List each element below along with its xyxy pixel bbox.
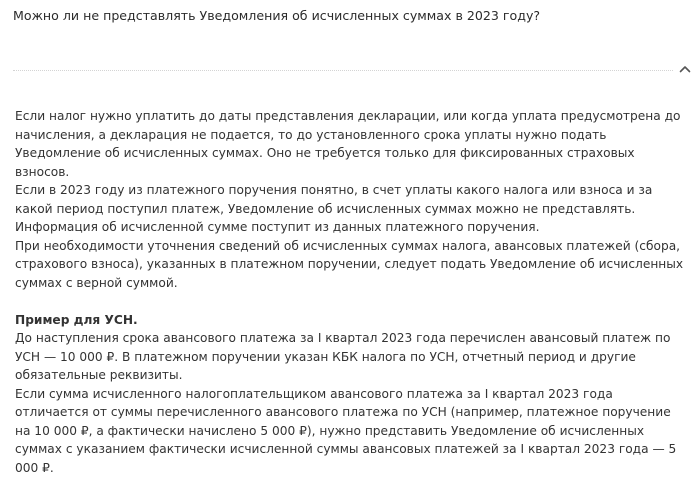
faq-question[interactable]: Можно ли не представлять Уведомления об исчисленных суммах в 2023 году? xyxy=(13,8,540,24)
answer-paragraph: При необходимости уточнения сведений об исчисленных суммах налога, авансовых платежей (сбора, страхового взноса), указанных в платежном поручении, следует подать Уведомление об исчисленных суммах с верной суммой. xyxy=(15,237,685,293)
answer-paragraph: Если в 2023 году из платежного поручения понятно, в счет уплаты какого налога или взноса и за какой период поступил платеж, Уведомление об исчисленных суммах можно не представлять. Информация об исчисленной сумме поступит из данных платежного поручения. xyxy=(15,181,685,237)
chevron-up-icon[interactable] xyxy=(676,60,694,78)
faq-answer xyxy=(15,107,685,477)
example-paragraph: Если сумма исчисленного налогоплательщиком авансового платежа за I квартал 2023 года отличается от суммы перечисленного авансового платежа по УСН (например, платежное поручение на 10 000 ₽, а фактически начислено 5 000 ₽), нужно представить Уведомление об исчисленных суммах с указанием фактически исчисленной суммы авансовых платежей за I квартал 2023 года — 5 000 ₽. xyxy=(15,385,685,477)
paragraph-gap xyxy=(15,292,685,311)
divider xyxy=(13,70,673,71)
answer-paragraph: Если налог нужно уплатить до даты представления декларации, или когда уплата предусмотрена до начисления, а декларация не подается, то до установленного срока уплаты нужно подать Уведомление об исчисленных суммах. Оно не требуется только для фиксированных страховых взносов. xyxy=(15,107,685,181)
example-paragraph: До наступления срока авансового платежа за I квартал 2023 года перечислен авансовый платеж по УСН — 10 000 ₽. В платежном поручении указан КБК налога по УСН, отчетный период и другие обязательные реквизиты. xyxy=(15,329,685,385)
example-heading: Пример для УСН. xyxy=(15,311,685,330)
faq-question-header[interactable] xyxy=(0,0,698,88)
